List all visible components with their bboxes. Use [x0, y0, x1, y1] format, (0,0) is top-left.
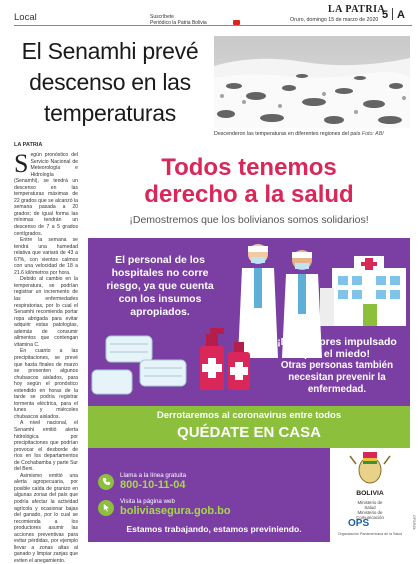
- health-campaign-ad: [88, 146, 410, 542]
- article-paragraph: En cuanto a las precipitaciones, se prevé que hasta finales de marzo se presenten algunos chubascos aislados, para hoy según el pronóstico extendido en horas de la tarde se podría registrar tormenta eléctrica, para el lunes y miércoles chubascos aislados.: [14, 348, 78, 420]
- phone-contact: Llama a la línea gratuita 800-10-11-04: [98, 472, 186, 491]
- snow-landscape-photo: [214, 36, 410, 128]
- ad-banner-line-1: Derrotaremos al coronavirus entre todos: [156, 410, 342, 421]
- ad-title: Todos tenemos derecho a la salud: [144, 154, 354, 208]
- ad-subtitle: ¡Demostremos que los bolivianos somos solidarios!: [129, 214, 369, 226]
- phone-number: 800-10-11-04: [120, 479, 186, 491]
- page-header: [0, 0, 420, 34]
- drop-cap: S: [14, 149, 29, 178]
- article-paragraph: A nivel nacional, el Senamhi emitió alerta hidrológica por precipitaciones que podrían provocar el desborde de ríos en los departamentos de Cochabamba y parte Sur del Beni.: [14, 420, 78, 473]
- ops-logo: OPS: [348, 518, 370, 529]
- ad-banner-line-2: QUÉDATE EN CASA: [177, 424, 321, 441]
- country-name: BOLIVIA: [356, 490, 384, 497]
- ops-name: Organización Panamericana de la Salud: [337, 532, 403, 536]
- face-masks-icon: [92, 336, 186, 394]
- web-contact: Visita la página web boliviasegura.gob.bo: [98, 498, 231, 517]
- section-label: Local: [14, 12, 37, 23]
- ad-reference-code: OPS/BOL: [412, 515, 416, 531]
- article-byline: LA PATRIA: [14, 142, 43, 148]
- header-rule: [14, 25, 412, 26]
- masthead: LA PATRIA: [328, 4, 386, 15]
- web-url: boliviasegura.gob.bo: [120, 505, 231, 517]
- ad-message-panic-buying: ¡No compres impulsado por el miedo! Otras personas también necesitan prevenir la enfermedad.: [277, 336, 397, 395]
- ad-message-staff: El personal de los hospitales no corre riesgo, ya que cuenta con los insumos apropiados.: [106, 254, 214, 318]
- article-body: [14, 149, 78, 564]
- article-paragraph: Entre la semana se tendrá una humedad relativa que variará de 43 a 67%, con vientos calmos con una velocidad de 18 a 21.6 kilómetros por hora.: [14, 237, 78, 276]
- photo-caption: Descenderon las temperaturas en diferentes regiones del país Foto: ABI: [214, 131, 384, 137]
- page-section-letter: A: [397, 9, 405, 21]
- snow-field-illustration: [214, 36, 410, 128]
- article-paragraph: Debido al cambio en la temperatura, se podrían registrar un incremento de las enfermedades respiratorias, por lo cual el Senamhi recomienda portar ropa abrigada para evitar adquirir estas patologías, además de consumir alimentos que contengan vitamina C.: [14, 276, 78, 348]
- youtube-icon: [233, 20, 240, 25]
- phone-icon: [98, 474, 114, 490]
- page-divider: [392, 8, 393, 20]
- article-paragraph: Asimismo emitió una alerta agropecuaria, por posible caída de granizo en algunas zonas del país que podría afectar la actividad agrícola y ocasionar bajas del ganado, por lo cual se recomienda a los productores asumir las acciones preventivas para evitar pérdidas, por ejemplo llevar a zonas altas al ganado y limpiar zanjas que eviten el anegamiento.: [14, 472, 78, 564]
- subscribe-text: Suscríbete Periódico la Patria Bolivia: [150, 14, 207, 26]
- page-number: 5: [382, 9, 389, 21]
- ad-closing-slogan: Estamos trabajando, estamos previniendo.: [126, 524, 302, 534]
- photo-credit: Foto: ABI: [361, 131, 384, 137]
- hospital-icon: [320, 256, 406, 326]
- bolivia-coat-of-arms-icon: [330, 448, 410, 488]
- dateline: Oruro, domingo 15 de marzo de 2020: [290, 17, 379, 23]
- headline: El Senamhi prevé descenso en las temperaturas: [21, 38, 199, 126]
- ministry-names: Ministerio de Salud Ministerio de Comunicación: [356, 500, 384, 520]
- article-paragraph: Según pronóstico del Servicio Nacional de Meteorología e Hidrología (Senamhi), se tendrá un descenso en las temperaturas máximas de 22 grados que se alcanzó la semana pasada a 20 grados; de igual forma las mínimas tendrán un descenso de 7 a 5 grados centígrados.: [14, 149, 78, 237]
- mouse-pointer-icon: [98, 500, 114, 516]
